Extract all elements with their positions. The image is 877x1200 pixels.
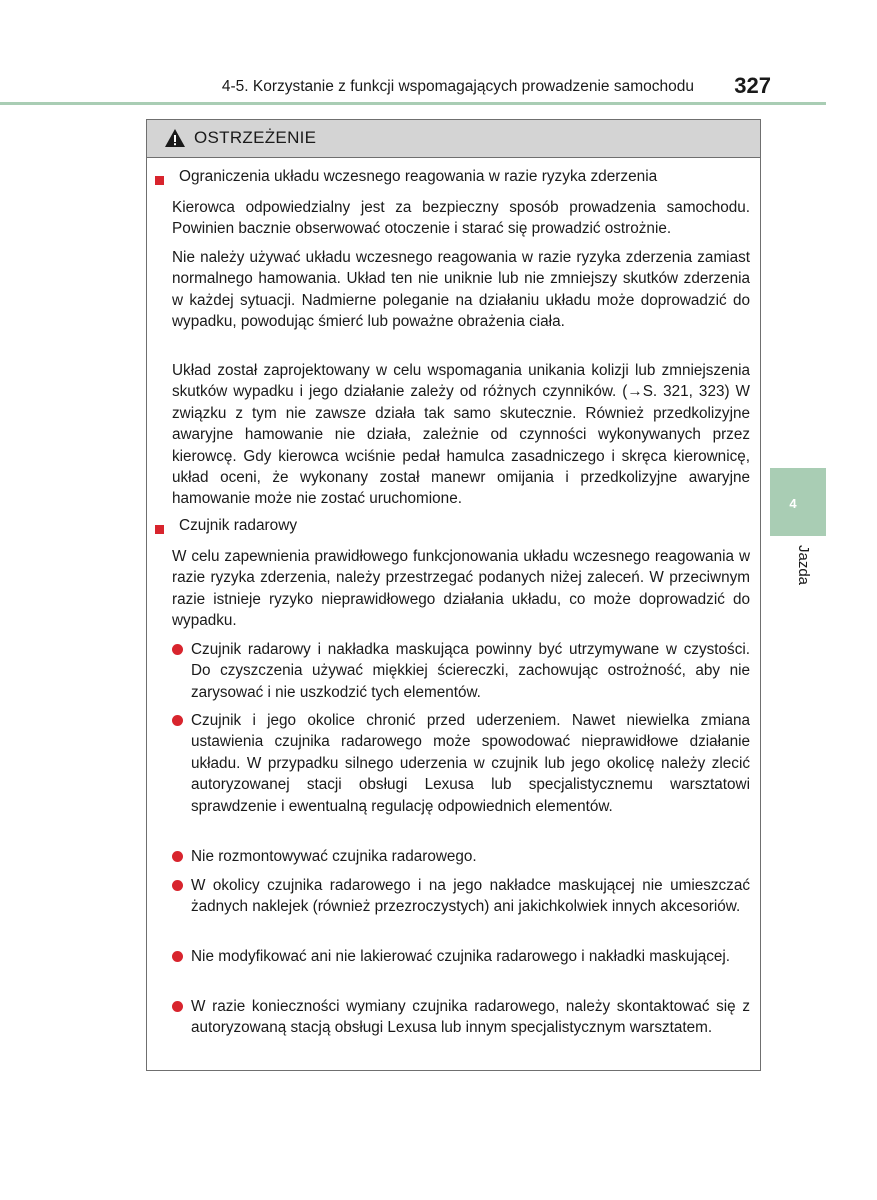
list-item-text: Nie rozmontowywać czujnika radarowego. <box>191 848 477 865</box>
section-marker <box>155 525 164 534</box>
list-item <box>172 996 750 1039</box>
list-item <box>172 846 750 867</box>
chapter-label-text: Jazda <box>795 545 812 586</box>
list-item-text: Nie modyfikować ani nie lakierować czujnika radarowego i nakładki maskującej. <box>191 948 731 965</box>
warning-header <box>147 120 760 158</box>
chapter-tab <box>770 468 826 536</box>
section-title: 4-5. Korzystanie z funkcji wspomagających prowadzenie samochodu <box>221 78 694 95</box>
bullet-dot <box>172 951 183 962</box>
paragraph: Układ został zaprojektowany w celu wspomagania unikania kolizji lub zmniejszenia skutków wypadku i jego działanie zależy od różnych czynników. (→S. 321, 323) W związku z tym nie zawsze działa tak samo skutecznie. Również przedkolizyjne awaryjne hamowanie nie działa, zależnie od czynności wykonywanych przez kierowcę. Gdy kierowca wciśnie pedał hamulca zasadniczego i skręca kierownicę, układ oceni, że wykonany został manewr omijania i przedkolizyjne awaryjne hamowanie może nie zostać uruchomione. <box>172 362 750 508</box>
chapter-label <box>792 545 812 605</box>
warning-triangle-icon <box>164 128 186 148</box>
list-item <box>172 710 750 817</box>
paragraph: Nie należy używać układu wczesnego reagowania w razie ryzyka zderzenia zamiast normalnego hamowania. Układ ten nie uniknie lub nie zmniejszy skutków zderzenia w każdej sytuacji. Nadmierne poleganie na działaniu układu może doprowadzić do wypadku, powodując śmierć lub poważne obrażenia ciała. <box>172 249 750 331</box>
paragraph: W celu zapewnienia prawidłowego funkcjonowania układu wczesnego reagowania w razie ryzyka zderzenia, należy przestrzegać podanych niżej zaleceń. W przeciwnym razie istnieje ryzyko nieprawidłowego działania układu, co może doprowadzić do wypadku. <box>172 548 750 630</box>
chapter-number: 4 <box>789 496 797 511</box>
list-item <box>172 946 750 967</box>
section-heading-text: Czujnik radarowy <box>179 517 298 534</box>
list-item <box>172 639 750 703</box>
bullet-dot <box>172 644 183 655</box>
section-marker <box>155 176 164 185</box>
list-item-text: Czujnik i jego okolice chronić przed uderzeniem. Nawet niewielka zmiana ustawienia czujnika radarowego może spowodować nieprawidłowe działanie układu. W przypadku silnego uderzenia w czujnik lub jego okolicę należy zlecić autoryzowanej stacji obsługi Lexusa lub specjalistycznemu warsztatowi sprawdzenie i ewentualną regulację odpowiednich elementów. <box>191 712 750 815</box>
bullet-dot <box>172 715 183 726</box>
list-item-text: W razie konieczności wymiany czujnika radarowego, należy skontaktować się z autoryzowaną stacją obsługi Lexusa lub innym specjalistycznym warsztatem. <box>191 998 750 1037</box>
page-number: 327 <box>734 73 771 98</box>
warning-title: OSTRZEŻENIE <box>194 128 317 147</box>
list-item-text: W okolicy czujnika radarowego i na jego nakładce maskującej nie umieszczać żadnych naklejek (również przezroczystych) ani jakichkolwiek innych akcesoriów. <box>191 877 750 916</box>
list-item <box>172 875 750 918</box>
warning-box <box>146 119 761 1071</box>
section-heading-text: Ograniczenia układu wczesnego reagowania w razie ryzyka zderzenia <box>179 168 658 185</box>
list-item-text: Czujnik radarowy i nakładka maskująca powinny być utrzymywane w czystości. Do czyszczenia używać miękkiej ściereczki, zachowując ostrożność, aby nie zarysować i nie uszkodzić tych elementów. <box>191 641 750 701</box>
page-header <box>0 72 826 105</box>
bullet-dot <box>172 880 183 891</box>
paragraph: Kierowca odpowiedzialny jest za bezpieczny sposób prowadzenia samochodu. Powinien bacznie obserwować otoczenie i starać się prowadzić ostrożnie. <box>172 199 750 238</box>
bullet-dot <box>172 1001 183 1012</box>
bullet-dot <box>172 851 183 862</box>
